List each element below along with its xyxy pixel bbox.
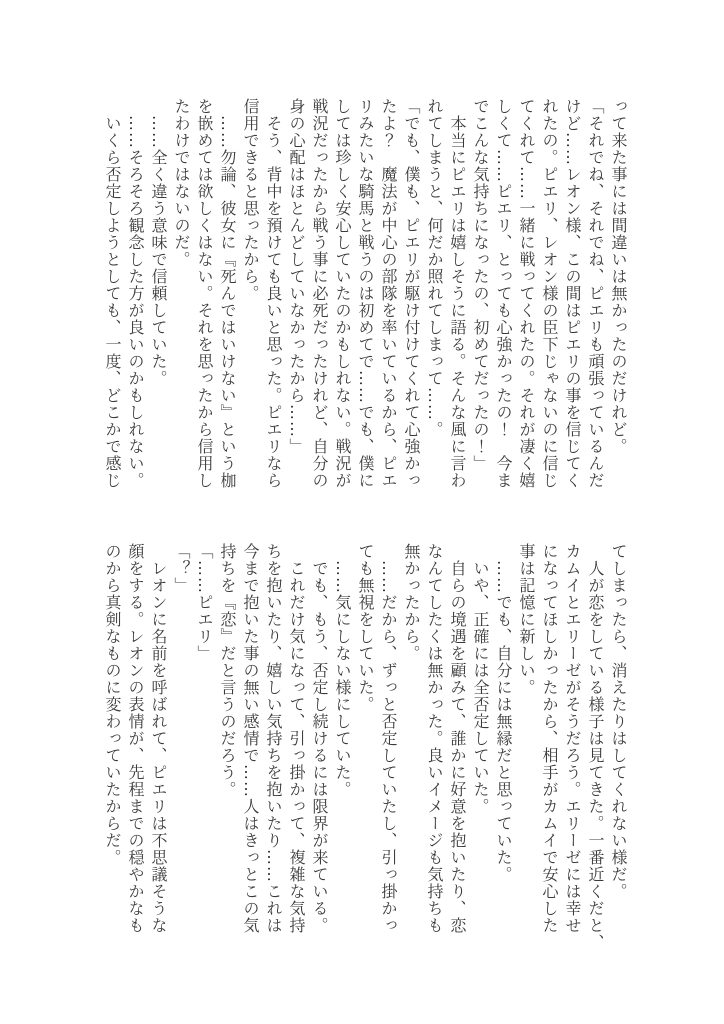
text-line: 信用できると思ったから。 (241, 98, 260, 302)
text-line: 自らの境遇を顧みて、誰かに好意を抱いたり、恋 (448, 543, 467, 934)
text-line: 無かったから。 (402, 543, 421, 662)
text-line: そう、背中を預けても良いと思った。ピエリなら (264, 98, 283, 489)
text-line: を嵌めては欲しくはない。それを思ったから信用し (195, 98, 214, 489)
text-line: 顔をする。レオンの表情が、先程までの穏やかなも (126, 543, 145, 934)
text-line: 「……ピエリ」 (195, 543, 214, 662)
text-block-top (101, 98, 630, 512)
text-line: けど……レオン様、この間はピエリの事を信じてく (563, 98, 582, 489)
text-line: てくれて……一緒に戦ってくれたの。それが凄く嬉 (517, 98, 536, 489)
text-line: ……だから、ずっと否定していたし、引っ掛かっ (379, 543, 398, 934)
text-line: になってほしかったから、相手がカムイで安心した (540, 543, 559, 934)
text-line: しくて……ピエリ、とっても心強かったの！ 今ま (494, 98, 513, 489)
text-line: てしまったら、消えたりはしてくれない様だ。 (609, 543, 628, 900)
text-line: たわけではないのだ。 (172, 98, 191, 268)
text-line: ……勿論、彼女に『死んではいけない』という枷 (218, 98, 237, 489)
text-line: 身の心配はほとんどしていなかったから……」 (287, 98, 306, 455)
text-line: 「？」 (172, 543, 191, 594)
text-line: これだけ気になって、引っ掛かって、複雑な気持 (287, 543, 306, 934)
text-line: 今まで抱いた事の無い感情で……人はきっとこの気 (241, 543, 260, 934)
text-line: ……そろそろ観念した方が良いのかもしれない。 (126, 98, 145, 489)
text-line: でこんな気持ちになったの、初めてだったの！」 (471, 98, 490, 472)
text-line: ちを抱いたり、嬉しい気持ちを抱いたり……これは (264, 543, 283, 934)
text-line: 「でも、僕も、ピエリが駆け付けてくれて心強かっ (402, 98, 421, 489)
text-line: ……全く違う意味で信頼していた。 (149, 98, 168, 387)
text-line: 本当にピエリは嬉しそうに語る。そんな風に言わ (448, 98, 467, 489)
text-line: 持ちを『恋』だと言うのだろう。 (218, 543, 237, 798)
text-line: ……でも、自分には無縁だと思っていた。 (494, 543, 513, 883)
text-line: レオンに名前を呼ばれて、ピエリは不思議そうな (149, 543, 168, 934)
text-line: カムイとエリーゼがそうだろう。エリーゼには幸せ (563, 543, 582, 934)
text-line: 「それでね、それでね、ピエリも頑張っているんだ (586, 98, 605, 489)
text-line: たよ？ 魔法が中心の部隊を率いているから、ピエ (379, 98, 398, 489)
text-line: 人が恋をしている様子は見てきた。一番近くだと、 (586, 543, 605, 951)
text-line: れてしまうと、何だか照れてしまって……。 (425, 98, 444, 438)
text-line: ……気にしない様にしていた。 (333, 543, 352, 798)
text-line: のから真剣なものに変わっていたからだ。 (103, 543, 122, 866)
text-block-bottom (101, 543, 630, 957)
text-line: なんてしたくは無かった。良いイメージも気持ちも (425, 543, 444, 934)
text-line: でも、もう、否定し続けるには限界が来ている。 (310, 543, 329, 934)
text-line: れたの。ピエリ、レオン様の臣下じゃないのに信じ (540, 98, 559, 489)
text-line: 戦況だったから戦う事に必死だったけれど、自分の (310, 98, 329, 489)
text-line: いや、正確には全否定していた。 (471, 543, 490, 815)
text-line: 事は記憶に新しい。 (517, 543, 536, 696)
text-line: リみたいな騎馬と戦うのは初めてで……でも、僕に (356, 98, 375, 489)
text-line: ても無視をしていた。 (356, 543, 375, 713)
text-line: いくら否定しようとしても、一度、どこかで感じ (103, 98, 122, 489)
text-line: しては珍しく安心していたのかもしれない。戦況が (333, 98, 352, 489)
text-line: って来た事には間違いは無かったのだけれど。 (609, 98, 628, 455)
